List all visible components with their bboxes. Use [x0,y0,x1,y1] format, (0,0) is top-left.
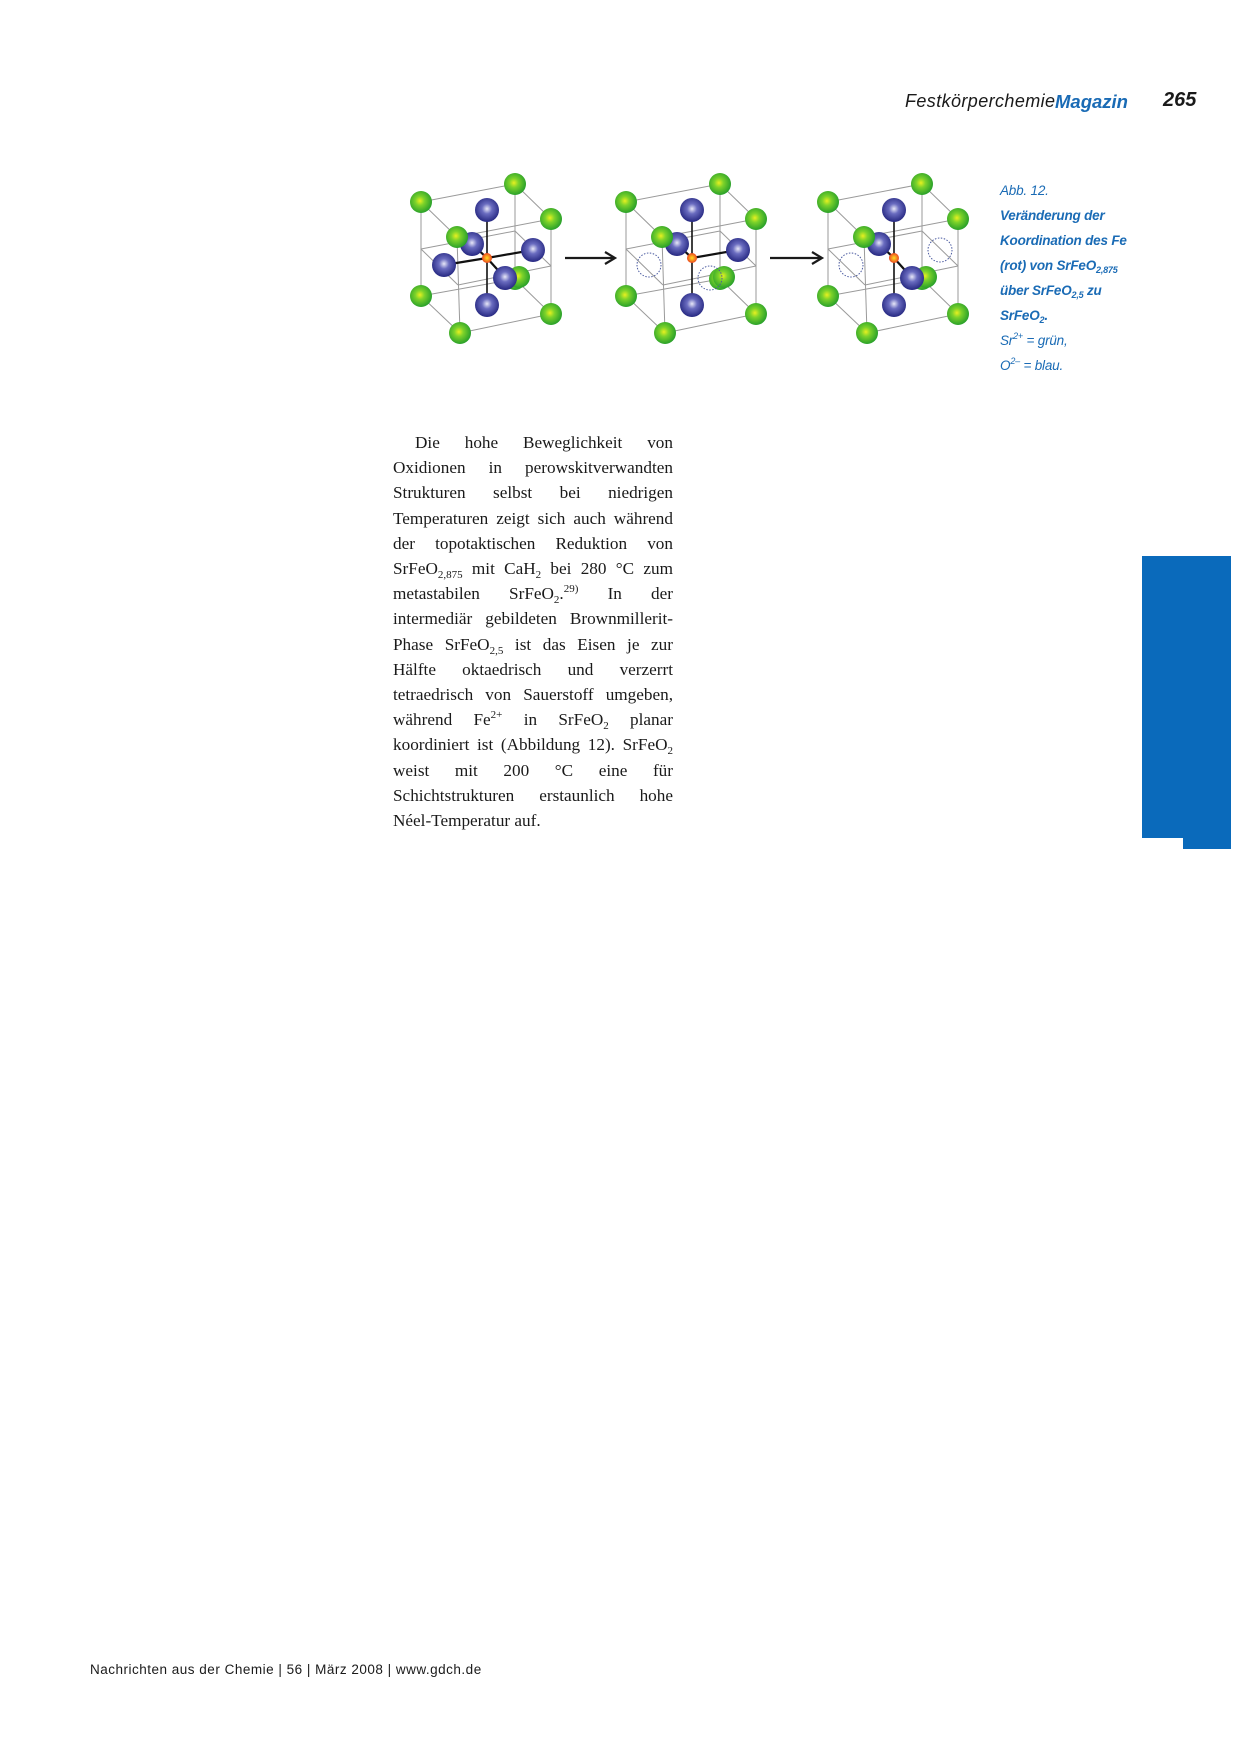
o-atom [680,198,704,222]
vacancy-marker [839,253,863,277]
sr-atom [540,208,562,230]
figure-crystal-structures [395,158,975,358]
sr-atom [947,303,969,325]
caption-legend-o: $O^{2-}$ = blau. [1000,356,1063,373]
o-atom [432,253,456,277]
o-atom [882,293,906,317]
figure-caption [1000,178,1150,378]
fe-atom [687,253,697,263]
paragraph: Die hohe Beweglichkeit von Oxidionen in perowskitverwandten Strukturen selbst bei niedrigen Temperaturen zeigt sich auch während der topotaktischen Reduktion von SrFeO$_{2,875}$ mit CaH$_2$ bei 280 °C zum metastabilen SrFeO$_2$.$^{29)}$ In der intermediär gebildeten Brownmillerit-Phase SrFeO$_{2,5}$ ist das Eisen je zur Hälfte oktaedrisch und verzerrt tetraedrisch von Sauerstoff umgeben, während $Fe^{2+}$ in SrFeO$_2$ planar koordiniert ist (Abbildung 12). SrFeO$_2$ weist mit 200 °C eine für Schichtstrukturen erstaunlich hohe Néel-Temperatur auf. [393,433,673,831]
o-atom [475,198,499,222]
o-atom [680,293,704,317]
body-paragraph [393,430,673,833]
sr-atom [947,208,969,230]
o-atom [882,198,906,222]
sr-atom [410,191,432,213]
vacancy-marker [637,253,661,277]
sr-atom [449,322,471,344]
running-header-section: Festkörperchemie [905,91,1056,111]
caption-legend-sr: $Sr^{2+}$ = grün, [1000,331,1068,348]
caption-line: SrFeO$_2$. [1000,308,1048,325]
sr-atom [911,173,933,195]
vacancy-marker [928,238,952,262]
o-atom [900,266,924,290]
o-atom [521,238,545,262]
sr-atom [446,226,468,248]
sr-atom [745,303,767,325]
o-atom [493,266,517,290]
sr-atom [504,173,526,195]
caption-line: Koordination des Fe [1000,233,1127,248]
sr-atom [654,322,676,344]
sr-atom [745,208,767,230]
fe-atom [482,253,492,263]
page-number: 265 [1163,89,1197,111]
unit-cell-1 [410,173,562,344]
o-atom [475,293,499,317]
sr-atom [410,285,432,307]
unit-cell-2 [615,173,767,344]
caption-line: über SrFeO$_{2,5}$ zu [1000,283,1102,300]
arrow-1 [565,252,615,264]
sr-atom [709,173,731,195]
sr-atom [817,285,839,307]
o-atom [726,238,750,262]
section-side-tab [1142,556,1231,838]
running-header-magazine: Magazin [1055,91,1128,112]
caption-line: Veränderung der [1000,208,1105,223]
sr-atom [817,191,839,213]
sr-atom [651,226,673,248]
caption-number: Abb. 12. [1000,183,1049,198]
sr-atom [615,191,637,213]
fe-atom [889,253,899,263]
sr-atom [853,226,875,248]
sr-atom [540,303,562,325]
page-footer: Nachrichten aus der Chemie | 56 | März 2008 | www.gdch.de [90,1662,482,1677]
arrow-2 [770,252,822,264]
section-side-tab-notch [1183,830,1231,849]
sr-atom [615,285,637,307]
sr-atom [713,266,735,288]
unit-cell-3 [817,173,969,344]
reference-29: 29) [563,583,579,596]
sr-atom [856,322,878,344]
caption-line: (rot) von SrFeO$_{2,875}$ [1000,258,1118,275]
